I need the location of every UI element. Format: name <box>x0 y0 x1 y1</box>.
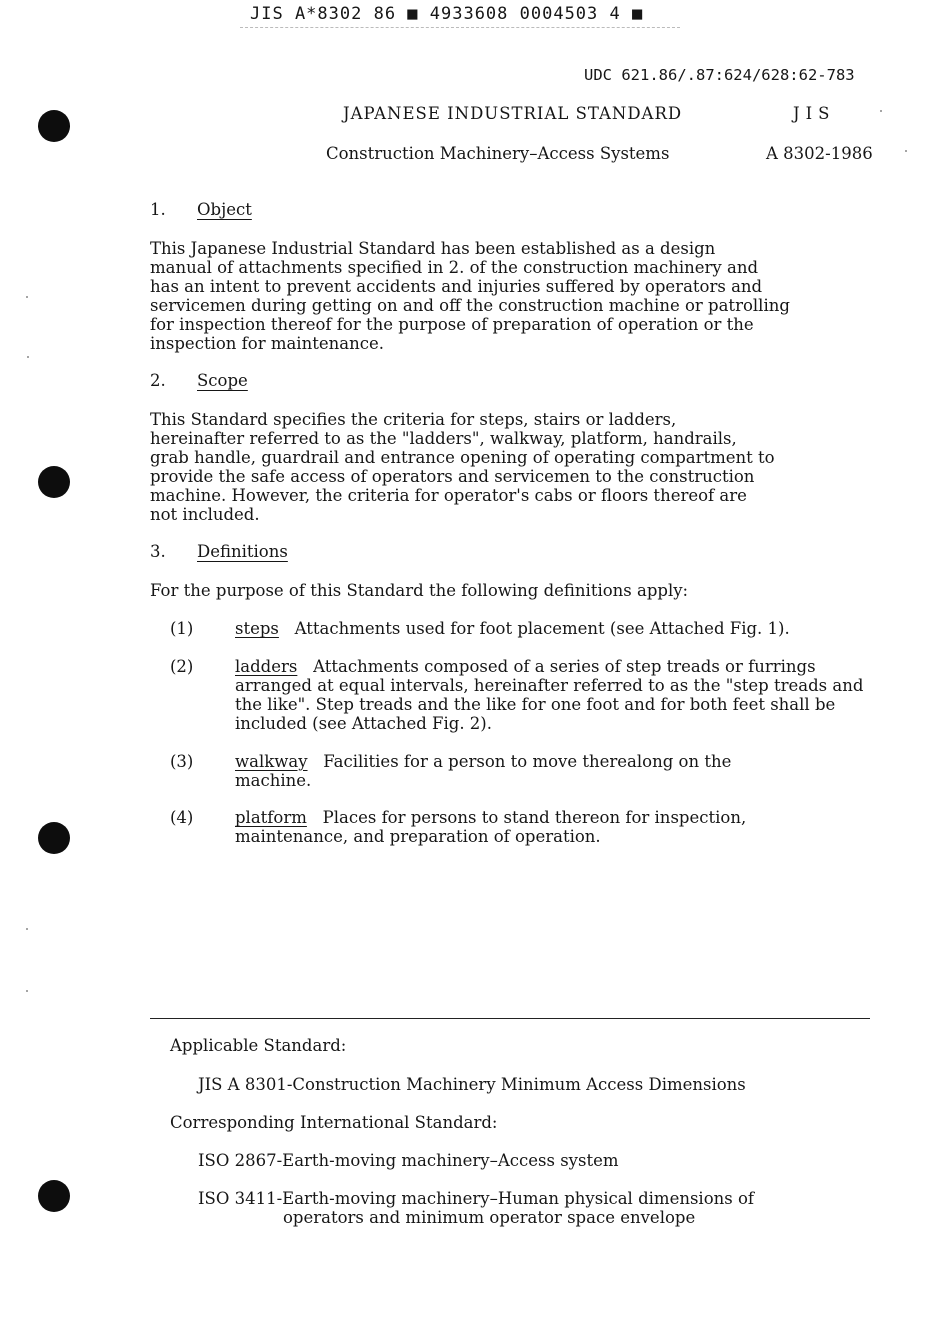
definition-number: (3) <box>170 752 194 771</box>
scan-speck <box>26 990 28 992</box>
punch-hole <box>38 822 70 854</box>
definition-text: Attachments composed of a series of step treads or furrings arranged at equal intervals, hereinafter referred to as the "step treads and the like". Step treads and the like for one foot and for both feet shall be included (see Attached Fig. 2). <box>235 657 864 733</box>
definition-term: walkway <box>235 752 308 771</box>
definition-item <box>235 619 875 638</box>
scan-speck <box>880 110 882 112</box>
punch-hole <box>38 110 70 142</box>
section-number: 3. <box>150 542 166 561</box>
iso-standard-item-continued: operators and minimum operator space envelope <box>283 1208 696 1227</box>
section-title-scope: Scope <box>197 371 248 390</box>
scan-speck <box>26 928 28 930</box>
definition-text: Places for persons to stand thereon for inspection, maintenance, and preparation of operation. <box>235 808 747 846</box>
jis-label: JIS <box>793 104 836 123</box>
definition-number: (4) <box>170 808 194 827</box>
definition-item <box>235 752 795 790</box>
applicable-standard-item: JIS A 8301-Construction Machinery Minimum Access Dimensions <box>198 1075 746 1094</box>
section-number: 2. <box>150 371 166 390</box>
scan-speck <box>26 296 28 298</box>
iso-standard-item: ISO 3411-Earth-moving machinery–Human physical dimensions of <box>198 1189 755 1208</box>
definition-item <box>235 657 875 733</box>
definition-number: (1) <box>170 619 194 638</box>
definition-text: Attachments used for foot placement (see Attached Fig. 1). <box>294 619 790 638</box>
document-subtitle: Construction Machinery–Access Systems <box>326 144 670 163</box>
section-number: 1. <box>150 200 166 219</box>
section-body-object: This Japanese Industrial Standard has been established as a design manual of attachments specified in 2. of the construction machinery and has an intent to prevent accidents and injuries suffered by operators and servicemen during getting on and off the construction machine or patrolling for inspection thereof for the purpose of preparation of operation or the inspection for maintenance. <box>150 239 790 353</box>
punch-hole <box>38 1180 70 1212</box>
definition-term: platform <box>235 808 307 827</box>
header-divider <box>240 27 680 28</box>
section-title-object: Object <box>197 200 252 219</box>
scan-speck <box>905 150 907 152</box>
definition-text: Facilities for a person to move therealong on the machine. <box>235 752 732 790</box>
definition-term: ladders <box>235 657 298 676</box>
section-title-definitions: Definitions <box>197 542 288 561</box>
definition-item <box>235 808 825 846</box>
standard-number: A 8302-1986 <box>766 144 873 163</box>
udc-number: UDC 621.86/.87:624/628:62-783 <box>584 66 855 84</box>
standard-title: JAPANESE INDUSTRIAL STANDARD <box>343 104 683 123</box>
section-body-definitions: For the purpose of this Standard the following definitions apply: <box>150 581 689 600</box>
definition-number: (2) <box>170 657 194 676</box>
document-code-line: JIS A*8302 86 ■ 4933608 0004503 4 ■ <box>250 4 644 24</box>
section-body-scope: This Standard specifies the criteria for steps, stairs or ladders, hereinafter referred to as the "ladders", walkway, platform, handrails, grab handle, guardrail and entrance opening of operating compartment to provide the safe access of operators and servicemen to the construction machine. However, the criteria for operator's cabs or floors thereof are not included. <box>150 410 775 524</box>
scan-speck <box>27 356 29 358</box>
footer-divider <box>150 1018 870 1019</box>
definition-term: steps <box>235 619 279 638</box>
punch-hole <box>38 466 70 498</box>
iso-standard-item: ISO 2867-Earth-moving machinery–Access system <box>198 1151 619 1170</box>
international-standard-label: Corresponding International Standard: <box>170 1113 498 1132</box>
applicable-standard-label: Applicable Standard: <box>170 1036 347 1055</box>
